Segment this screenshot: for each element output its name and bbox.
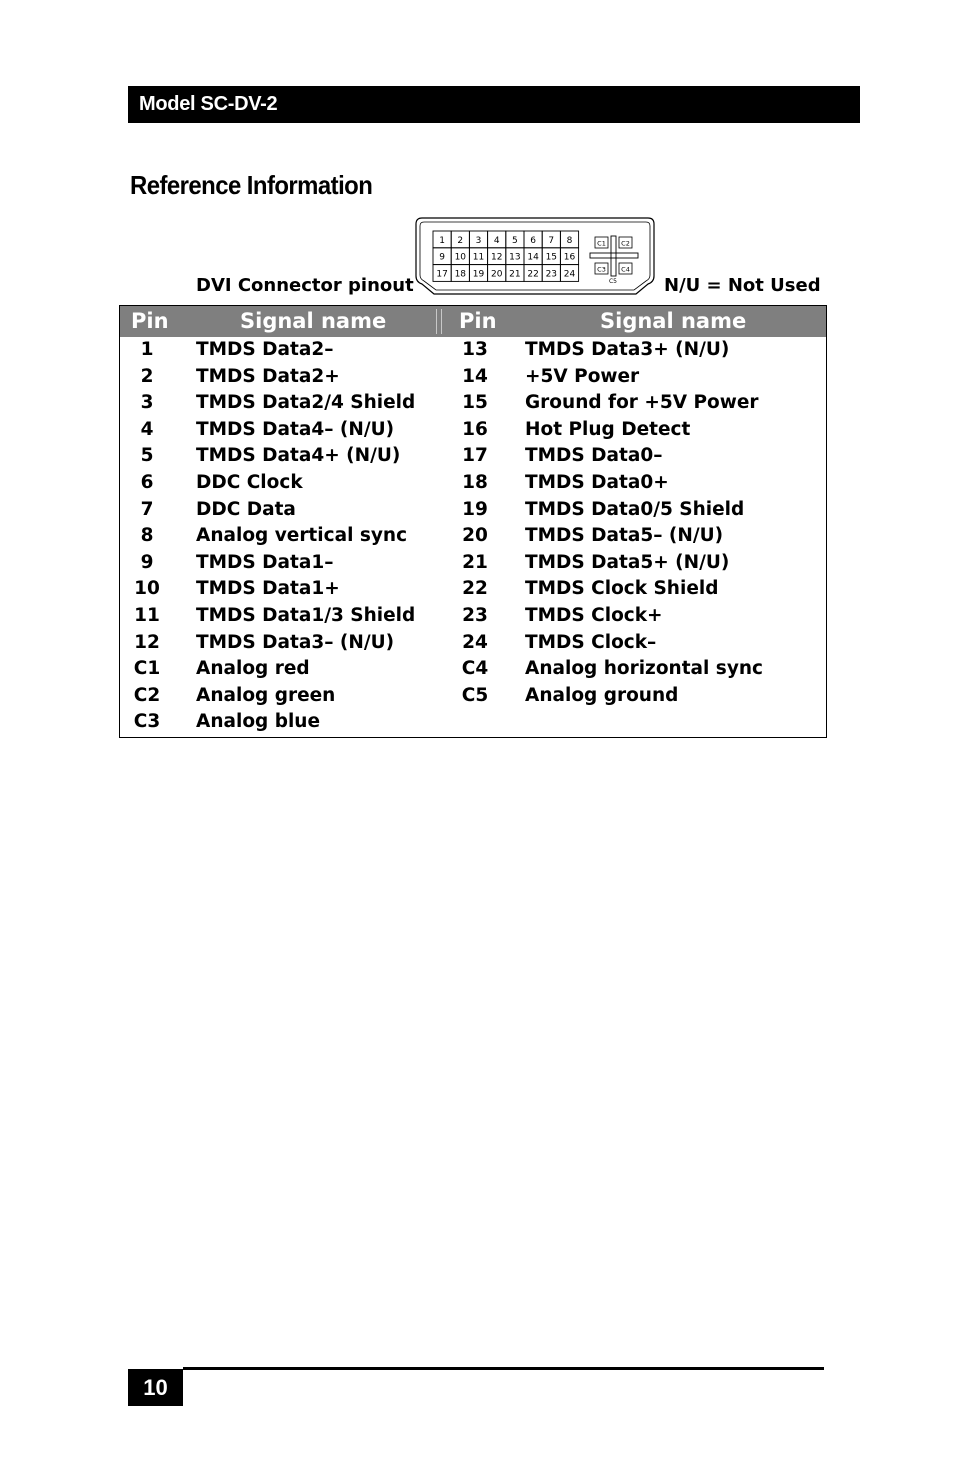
digital-pin-label: 23 bbox=[545, 269, 558, 280]
pin-number-left: 1 bbox=[140, 339, 154, 360]
pin-number-right: 24 bbox=[462, 631, 488, 653]
signal-name-right: TMDS Data5+ (N/U) bbox=[525, 551, 730, 573]
table-row bbox=[120, 443, 826, 469]
signal-name-left: DDC Data bbox=[196, 498, 296, 520]
table-row bbox=[120, 550, 826, 576]
signal-name-left: TMDS Data3– (N/U) bbox=[196, 631, 395, 653]
digital-pin-label: 2 bbox=[457, 235, 464, 246]
signal-name-right: Hot Plug Detect bbox=[525, 418, 691, 440]
header-signal-right: Signal name bbox=[600, 309, 747, 333]
pin-number-right: 13 bbox=[462, 339, 488, 360]
signal-name-right: TMDS Clock Shield bbox=[525, 578, 719, 600]
signal-name-left: TMDS Data2– bbox=[196, 339, 334, 360]
pin-number-right: C4 bbox=[461, 658, 489, 680]
digital-pin-label: 14 bbox=[527, 252, 539, 263]
pin-number-right: 21 bbox=[462, 551, 488, 573]
pin-number-left: 9 bbox=[140, 551, 154, 573]
signal-name-left: TMDS Data1– bbox=[196, 551, 334, 573]
signal-name-right: TMDS Data0– bbox=[525, 445, 663, 467]
table-row bbox=[120, 683, 826, 709]
pin-number-right: 18 bbox=[462, 472, 488, 493]
signal-name-left: Analog red bbox=[196, 658, 310, 680]
pin-number-right: 17 bbox=[462, 445, 488, 467]
digital-pin-label: 16 bbox=[563, 252, 576, 263]
digital-pin-label: 9 bbox=[439, 252, 445, 263]
pin-number-left: C3 bbox=[133, 711, 161, 733]
signal-name-left: TMDS Data2+ bbox=[196, 365, 340, 387]
pin-number-left: 8 bbox=[140, 525, 154, 547]
pin-number-left: 3 bbox=[140, 392, 154, 414]
signal-name-left: TMDS Data4+ (N/U) bbox=[196, 445, 401, 467]
signal-name-left: TMDS Data1/3 Shield bbox=[196, 605, 416, 626]
digital-pin-label: 3 bbox=[475, 235, 482, 246]
table-row bbox=[120, 523, 826, 549]
signal-name-right: Analog horizontal sync bbox=[525, 658, 764, 680]
analog-pin-c5-label: C5 bbox=[608, 278, 618, 285]
pin-number-left: C2 bbox=[133, 684, 161, 706]
pin-number-right: C5 bbox=[461, 684, 489, 706]
digital-pin-label: 10 bbox=[454, 252, 467, 263]
analog-cross-horizontal bbox=[590, 253, 638, 258]
signal-name-right: TMDS Clock+ bbox=[525, 605, 663, 626]
digital-pin-label: 22 bbox=[527, 269, 539, 280]
digital-pin-label: 19 bbox=[472, 269, 485, 280]
signal-name-left: TMDS Data2/4 Shield bbox=[196, 392, 416, 414]
header-signal-left: Signal name bbox=[240, 309, 387, 333]
table-row bbox=[120, 364, 826, 390]
table-row bbox=[120, 656, 826, 682]
signal-name-right: +5V Power bbox=[525, 365, 640, 387]
digital-pin-label: 21 bbox=[509, 269, 521, 280]
signal-name-right: TMDS Data5– (N/U) bbox=[525, 525, 724, 547]
pin-number-left: 6 bbox=[140, 472, 154, 493]
signal-name-left: Analog vertical sync bbox=[196, 525, 408, 547]
header-pin-left: Pin bbox=[131, 309, 169, 333]
digital-pin-label: 13 bbox=[509, 252, 521, 263]
analog-pin-c3-label: C3 bbox=[597, 265, 606, 274]
pin-number-right: 19 bbox=[462, 498, 488, 520]
digital-pin-grid bbox=[433, 231, 579, 281]
analog-pin-c4-label: C4 bbox=[621, 265, 630, 274]
pin-number-right: 23 bbox=[462, 605, 488, 626]
digital-pin-label: 20 bbox=[490, 269, 503, 280]
pin-number-left: 12 bbox=[134, 631, 160, 653]
digital-pin-label: 12 bbox=[490, 252, 503, 263]
table-row bbox=[120, 709, 826, 735]
digital-pin-label: 1 bbox=[439, 235, 445, 246]
header-divider bbox=[436, 309, 437, 334]
model-title: Model SC-DV-2 bbox=[139, 93, 278, 115]
signal-name-left: TMDS Data4– (N/U) bbox=[196, 418, 395, 440]
pin-number-left: C1 bbox=[133, 658, 161, 680]
pin-number-right: 22 bbox=[462, 578, 488, 600]
table-row bbox=[120, 390, 826, 416]
digital-pin-label: 24 bbox=[563, 269, 576, 280]
digital-pin-label: 5 bbox=[512, 235, 518, 246]
analog-pin-c1-label: C1 bbox=[597, 239, 606, 248]
digital-pin-label: 6 bbox=[530, 235, 536, 246]
pin-number-left: 7 bbox=[140, 498, 154, 520]
pin-number-left: 2 bbox=[140, 365, 154, 387]
pin-number-left: 10 bbox=[134, 578, 160, 600]
digital-pin-label: 18 bbox=[454, 269, 467, 280]
footer-rule bbox=[183, 1367, 824, 1370]
digital-pin-label: 4 bbox=[493, 235, 500, 246]
connector-caption: DVI Connector pinout bbox=[196, 275, 414, 296]
pin-number-right: 14 bbox=[462, 365, 488, 387]
header-pin-right: Pin bbox=[459, 309, 497, 333]
signal-name-right: Analog ground bbox=[525, 684, 679, 706]
table-row bbox=[120, 417, 826, 443]
model-header-bar bbox=[128, 86, 860, 123]
signal-name-left: Analog blue bbox=[196, 711, 321, 733]
pin-number-right: 16 bbox=[462, 418, 488, 440]
signal-name-right: TMDS Clock– bbox=[525, 631, 657, 653]
digital-pin-label: 17 bbox=[436, 269, 448, 280]
pin-number-right: 15 bbox=[462, 392, 488, 414]
page-number: 10 bbox=[128, 1369, 183, 1406]
pin-number-left: 4 bbox=[140, 418, 154, 440]
digital-pin-label: 7 bbox=[548, 235, 555, 246]
analog-pin-area bbox=[590, 236, 638, 285]
analog-pin-c2-label: C2 bbox=[621, 239, 630, 248]
signal-name-right: Ground for +5V Power bbox=[525, 392, 759, 414]
table-row bbox=[120, 497, 826, 523]
signal-name-right: TMDS Data0/5 Shield bbox=[525, 498, 745, 520]
pin-number-left: 11 bbox=[134, 605, 160, 626]
signal-name-right: TMDS Data0+ bbox=[525, 472, 669, 493]
section-title: Reference Information bbox=[130, 170, 373, 200]
table-row bbox=[120, 470, 826, 496]
table-header bbox=[120, 306, 826, 337]
table-row bbox=[120, 603, 826, 629]
pinout-table bbox=[119, 305, 827, 738]
digital-pin-label: 15 bbox=[545, 252, 558, 263]
table-row bbox=[120, 337, 826, 363]
pin-number-left: 5 bbox=[140, 445, 154, 467]
dvi-connector-diagram bbox=[414, 216, 656, 298]
header-divider bbox=[441, 309, 442, 334]
signal-name-left: Analog green bbox=[196, 684, 336, 706]
pin-number-right: 20 bbox=[462, 525, 488, 547]
digital-pin-label: 11 bbox=[472, 252, 485, 263]
table-row bbox=[120, 576, 826, 602]
analog-cross-vertical bbox=[611, 236, 616, 276]
signal-name-left: TMDS Data1+ bbox=[196, 578, 340, 600]
digital-pin-label: 8 bbox=[566, 235, 573, 246]
signal-name-right: TMDS Data3+ (N/U) bbox=[525, 339, 730, 360]
table-row bbox=[120, 630, 826, 656]
signal-name-left: DDC Clock bbox=[196, 472, 303, 493]
not-used-note: N/U = Not Used bbox=[664, 275, 821, 296]
